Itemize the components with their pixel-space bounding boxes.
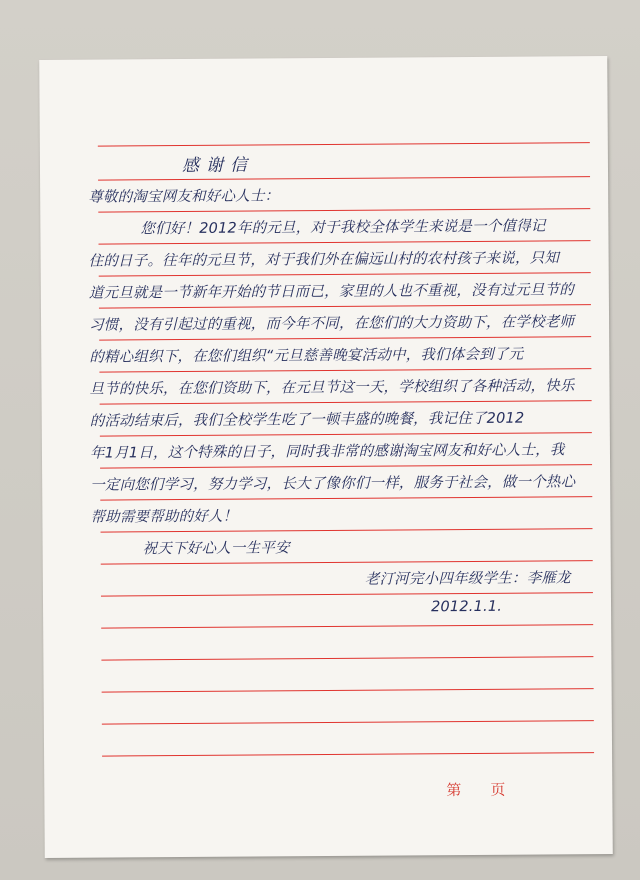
letter-title: 感谢信 [181,155,255,176]
letter-body-line: 一定向您们学习，努力学习，长大了像你们一样，服务于社会，做一个热心 [90,474,576,494]
ruled-line [101,528,593,532]
ruled-line [101,560,593,564]
letter-date: 2012.1.1. [430,598,503,616]
ruled-line [102,752,594,756]
letter-body-line: 的精心组织下，在您们组织“元旦慈善晚宴活动中，我们体会到了元 [89,346,524,366]
ruled-line [98,208,590,212]
ruled-line [102,720,594,724]
letter-body-line: 道元旦就是一节新年开始的节日而已，家里的人也不重视，没有过元旦节的 [88,282,575,302]
letter-paper [39,56,613,858]
ruled-line [101,592,593,596]
ruled-line [101,624,593,628]
letter-body-line: 旦节的快乐，在您们资助下，在元旦节这一天，学校组织了各种活动，快乐 [89,378,575,398]
ruled-line [98,176,590,180]
ruled-line [100,464,592,468]
ruled-line [98,142,590,146]
ruled-line [99,336,591,340]
ruled-line [100,496,592,500]
ruled-line [100,400,592,404]
letter-signature: 老汀河完小四年级学生：李雁龙 [364,570,571,588]
letter-body-line: 年1月1日，这个特殊的日子，同时我非常的感谢淘宝网友和好心人士，我 [89,442,565,462]
ruled-line [99,240,591,244]
ruled-line [99,304,591,308]
letter-body-line: 的活动结束后，我们全校学生吃了一顿丰盛的晚餐，我记住了2012 [89,410,525,430]
page-label-prefix: 第 [446,781,462,800]
letter-blessing: 祝天下好心人一生平安 [142,540,290,558]
ruled-line [102,688,594,692]
page-label-suffix: 页 [490,780,506,799]
letter-body-line: 您们好！2012年的元旦，对于我校全体学生来说是一个值得记 [140,218,546,238]
letter-body-line: 习惯，没有引起过的重视，而今年不同，在您们的大力资助下，在学校老师 [89,314,575,334]
ruled-line [101,656,593,660]
letter-greeting: 尊敬的淘宝网友和好心人士： [88,188,280,206]
letter-body-line: 住的日子。往年的元旦节，对于我们外在偏远山村的农村孩子来说，只知 [88,250,560,270]
ruled-line [99,272,591,276]
ruled-line [100,432,592,436]
letter-body-line: 帮助需要帮助的好人！ [90,508,238,526]
ruled-line [99,368,591,372]
